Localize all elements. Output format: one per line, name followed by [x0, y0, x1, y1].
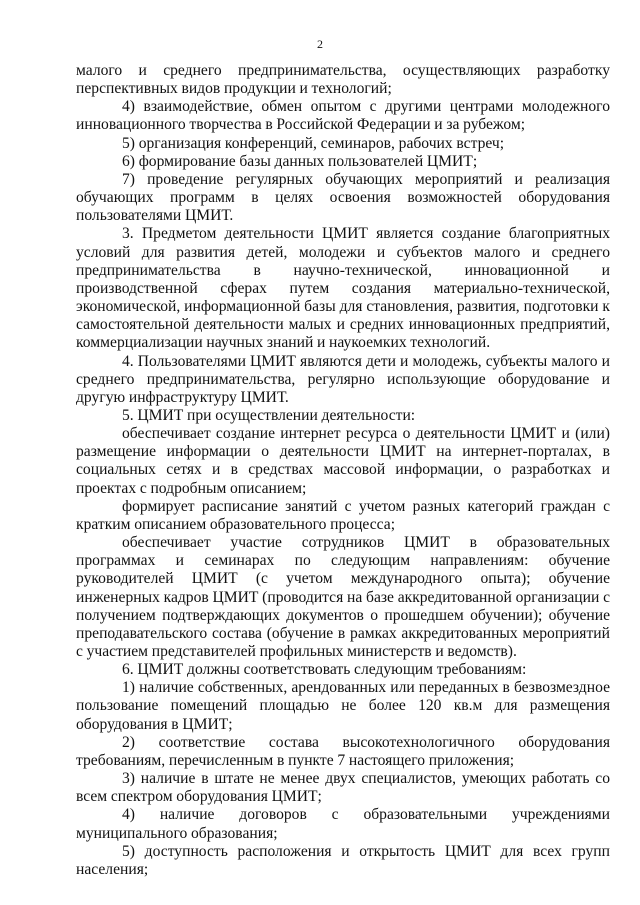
paragraph-item-7: 7) проведение регулярных обучающих мероприятий и реализация обучающих программ в целях освоения возможностей оборудования пользователями ЦМИТ. — [76, 170, 610, 225]
paragraph-section-5: 5. ЦМИТ при осуществлении деятельности: — [122, 406, 416, 424]
paragraph-requirement-3: 3) наличие в штате не менее двух специалистов, умеющих работать со всем спектром оборудования ЦМИТ; — [76, 770, 610, 806]
paragraph-section-3: 3. Предметом деятельности ЦМИТ является создание благоприятных условий для развития детей, молодежи и субъектов малого и среднего предпринимательства в научно-технической, инновационной и производственной сферах путем создания материально-технической, экономической, информационной базы для становления, развития, подготовки к самостоятельной деятельности малых и средних инновационных предприятий, коммерциализации научных знаний и наукоемких технологий. — [76, 225, 610, 352]
paragraph-training: обеспечивает участие сотрудников ЦМИТ в образовательных программах и семинарах по следующим направлениям: обучение руководителей ЦМИТ (с учетом международного опыта); обучение инженерных кадров ЦМИТ (проводится на базе аккредитованной организации с получением подтверждающих документов о прошедшем обучении); обучение преподавательского состава (обучение в рамках аккредитованных мероприятий с участием представителей профильных министерств и ведомств). — [76, 534, 610, 660]
paragraph-item-5: 5) организация конференций, семинаров, рабочих встреч; — [122, 134, 505, 152]
paragraph-requirement-1: 1) наличие собственных, арендованных или переданных в безвозмездное пользование помещений площадью не более 120 кв.м для размещения оборудования в ЦМИТ; — [76, 679, 610, 733]
paragraph-continuation: малого и среднего предпринимательства, осуществляющих разработку перспективных видов продукции и технологий; — [76, 62, 610, 98]
paragraph-section-6: 6. ЦМИТ должны соответствовать следующим требованиям: — [122, 661, 527, 679]
paragraph-item-6: 6) формирование базы данных пользователей ЦМИТ; — [122, 152, 478, 170]
paragraph-schedule: формирует расписание занятий с учетом разных категорий граждан с кратким описанием образовательного процесса; — [76, 497, 610, 533]
page-number: 2 — [317, 37, 323, 51]
paragraph-requirement-2: 2) соответствие состава высокотехнологичного оборудования требованиям, перечисленным в пункте 7 настоящего приложения; — [76, 733, 610, 769]
paragraph-requirement-5: 5) доступность расположения и открытость ЦМИТ для всех групп населения; — [76, 842, 610, 878]
paragraph-requirement-4: 4) наличие договоров с образовательными учреждениями муниципального образования; — [76, 806, 610, 842]
paragraph-item-4: 4) взаимодействие, обмен опытом с другими центрами молодежного инновационного творчества в Российской Федерации и за рубежом; — [76, 98, 610, 134]
document-body — [76, 62, 610, 879]
paragraph-section-4: 4. Пользователями ЦМИТ являются дети и молодежь, субъекты малого и среднего предпринимательства, регулярно использующие оборудование и другую инфраструктуру ЦМИТ. — [76, 352, 610, 406]
paragraph-internet-resource: обеспечивает создание интернет ресурса о деятельности ЦМИТ и (или) размещение информации о деятельности ЦМИТ на интернет-порталах, в социальных сетях и в средствах массовой информации, о разработках и проектах с подробным описанием; — [76, 425, 610, 497]
